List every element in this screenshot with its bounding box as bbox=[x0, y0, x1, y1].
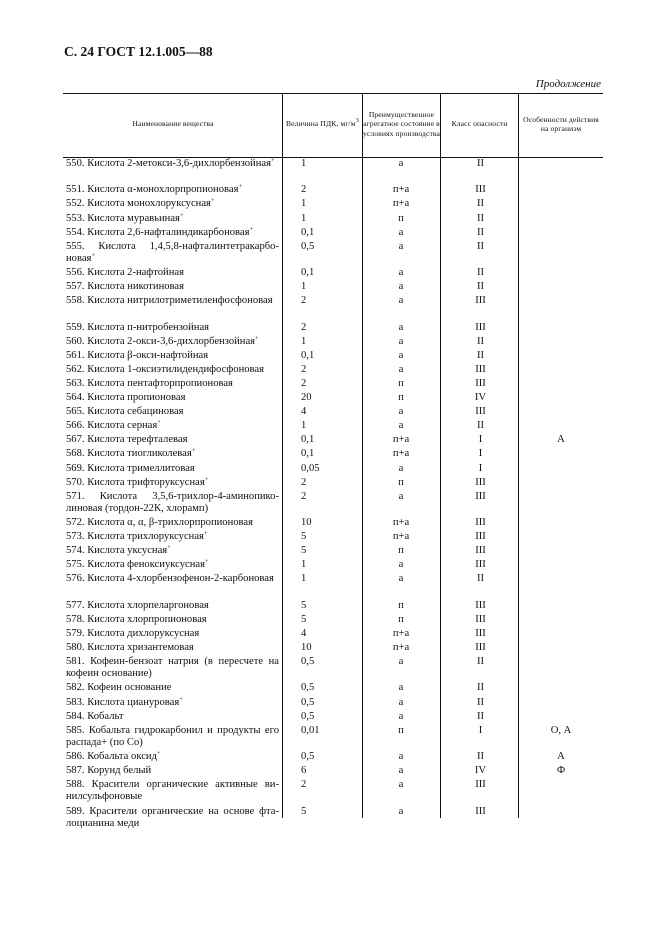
aggregate-state: а bbox=[398, 267, 404, 278]
pdk-value: 2 bbox=[301, 184, 307, 196]
pdk-value: 1 bbox=[301, 559, 307, 571]
pdk-value: 0,01 bbox=[301, 724, 320, 736]
hazard-class: III bbox=[475, 363, 486, 375]
pdk-value: 0,5 bbox=[301, 696, 315, 708]
aggregate-state: а bbox=[398, 420, 404, 432]
substance-name: 583. Кислота циануровая+ bbox=[66, 695, 183, 708]
hazard-class: II bbox=[476, 158, 485, 169]
aggregate-state: а bbox=[398, 656, 404, 668]
aggregate-state: п+а bbox=[392, 627, 410, 639]
substance-name: 566. Кислота серная+ bbox=[66, 419, 161, 432]
substance-name: 553. Кислота муравьиная+ bbox=[66, 211, 184, 224]
header-features: Особенности действия на организм bbox=[523, 114, 599, 133]
aggregate-state: а bbox=[398, 573, 404, 585]
aggregate-state: п+а bbox=[392, 198, 410, 210]
substance-name: 564. Кислота пропионовая bbox=[66, 392, 186, 403]
aggregate-state: п+а bbox=[392, 448, 410, 460]
aggregate-state: а bbox=[398, 462, 404, 474]
pdk-value: 10 bbox=[301, 642, 312, 653]
aggregate-state: а bbox=[398, 710, 404, 722]
pdk-value: 1 bbox=[301, 158, 307, 169]
hazard-class: I bbox=[478, 724, 483, 736]
pdk-value: 2 bbox=[301, 476, 307, 488]
substance-name: 551. Кислота α-монохлорпропионовая+ bbox=[66, 183, 243, 196]
hazard-class: III bbox=[475, 184, 486, 196]
header-aggregate-state: Преимущественное агрегатное состояние в условиях производства bbox=[363, 109, 440, 138]
hazard-class: III bbox=[475, 559, 486, 571]
substance-name: 550. Кислота 2-метокси-3,6-дихлорбензойная+ bbox=[66, 157, 275, 169]
substance-name: 582. Кофеин основание bbox=[66, 682, 172, 694]
substance-name: 581. Кофеин-бензоат натрия (в пересчете на кофеин основание) bbox=[66, 656, 279, 680]
pdk-value: 2 bbox=[301, 490, 307, 502]
column-divider bbox=[518, 93, 519, 818]
hazard-class: II bbox=[476, 267, 485, 278]
hazard-class: II bbox=[476, 682, 485, 694]
hazard-class: III bbox=[475, 295, 486, 307]
substance-name: 586. Кобальта оксид+ bbox=[66, 750, 161, 762]
pdk-value: 0,5 bbox=[301, 682, 315, 694]
hazard-class: II bbox=[476, 656, 485, 668]
pdk-value: 0,5 bbox=[301, 656, 315, 668]
hazard-class: II bbox=[476, 696, 485, 708]
aggregate-state: п+а bbox=[392, 642, 410, 653]
pdk-value: 5 bbox=[301, 805, 307, 817]
substance-name: 589. Красители органические на основе фталоцианина меди bbox=[66, 805, 279, 829]
hazard-class: II bbox=[476, 349, 485, 361]
hazard-class: III bbox=[475, 805, 486, 817]
substance-name: 576. Кислота 4-хлорбензофенон-2-карбоновая bbox=[66, 573, 274, 585]
pdk-value: 5 bbox=[301, 531, 307, 543]
substance-name: 568. Кислота тиогликолевая+ bbox=[66, 447, 196, 460]
hazard-class: III bbox=[475, 377, 486, 389]
hazard-class: III bbox=[475, 476, 486, 488]
pdk-value: 1 bbox=[301, 335, 307, 347]
hazard-class: III bbox=[475, 642, 486, 653]
pdk-value: 0,1 bbox=[301, 434, 315, 446]
aggregate-state: п bbox=[398, 613, 404, 625]
aggregate-state: а bbox=[398, 696, 404, 708]
hazard-class: II bbox=[476, 751, 485, 762]
hazard-class: III bbox=[475, 627, 486, 639]
hazard-class: IV bbox=[474, 392, 487, 403]
pdk-value: 0,05 bbox=[301, 462, 320, 474]
pdk-value: 5 bbox=[301, 599, 307, 611]
pdk-value: 2 bbox=[301, 295, 307, 307]
aggregate-state: а bbox=[398, 363, 404, 375]
aggregate-state: а bbox=[398, 765, 404, 777]
aggregate-state: а bbox=[398, 240, 404, 252]
aggregate-state: п bbox=[398, 476, 404, 488]
aggregate-state: п bbox=[398, 599, 404, 611]
substance-name: 569. Кислота тримеллитовая bbox=[66, 462, 195, 474]
substance-name: 570. Кислота трифторуксусная+ bbox=[66, 475, 209, 488]
pdk-value: 2 bbox=[301, 363, 307, 375]
action-features: А bbox=[557, 751, 565, 762]
substance-name: 587. Корунд белый bbox=[66, 765, 152, 777]
aggregate-state: п+а bbox=[392, 434, 410, 446]
pdk-value: 1 bbox=[301, 212, 307, 224]
substance-name: 588. Красители органические активные винилсульфоновые bbox=[66, 779, 279, 803]
aggregate-state: а bbox=[398, 226, 404, 238]
hazard-class: III bbox=[475, 545, 486, 557]
substance-name: 559. Кислота п-нитробензойная bbox=[66, 321, 210, 333]
substance-name: 563. Кислота пентафторпропионовая bbox=[66, 377, 233, 389]
aggregate-state: п bbox=[398, 724, 404, 736]
page-header: С. 24 ГОСТ 12.1.005—88 bbox=[64, 44, 213, 59]
pdk-value: 2 bbox=[301, 321, 307, 333]
pdk-value: 0,1 bbox=[301, 448, 315, 460]
hazard-class: II bbox=[476, 281, 485, 293]
pdk-value: 1 bbox=[301, 198, 307, 210]
hazard-class: II bbox=[476, 335, 485, 347]
substance-name: 560. Кислота 2-окси-3,6-дихлорбензойная+ bbox=[66, 334, 259, 347]
aggregate-state: а bbox=[398, 682, 404, 694]
action-features: А bbox=[557, 434, 565, 446]
aggregate-state: а bbox=[398, 335, 404, 347]
hazard-class: III bbox=[475, 321, 486, 333]
aggregate-state: а bbox=[398, 805, 404, 817]
hazard-class: I bbox=[478, 448, 483, 460]
substance-name: 565. Кислота себациновая bbox=[66, 406, 184, 418]
hazard-class: II bbox=[476, 240, 485, 252]
hazard-class: III bbox=[475, 779, 486, 791]
hazard-class: III bbox=[475, 613, 486, 625]
aggregate-state: п+а bbox=[392, 531, 410, 543]
pdk-value: 0,1 bbox=[301, 267, 315, 278]
substance-name: 572. Кислота α, α, β-трихлорпропионовая bbox=[66, 517, 253, 528]
aggregate-state: а bbox=[398, 321, 404, 333]
hazard-class: II bbox=[476, 226, 485, 238]
pdk-value: 2 bbox=[301, 377, 307, 389]
header-hazard-class: Класс опасности bbox=[451, 119, 508, 129]
pdk-value: 20 bbox=[301, 392, 312, 403]
aggregate-state: а bbox=[398, 295, 404, 307]
pdk-value: 5 bbox=[301, 545, 307, 557]
substance-name: 575. Кислота феноксиуксусная+ bbox=[66, 558, 209, 571]
substance-name: 556. Кислота 2-нафтойная bbox=[66, 267, 184, 278]
aggregate-state: а bbox=[398, 349, 404, 361]
substance-name: 555. Кислота 1,4,5,8-нафталинтетракарбоновая+ bbox=[66, 240, 279, 264]
hazard-class: II bbox=[476, 420, 485, 432]
hazard-class: I bbox=[478, 434, 483, 446]
hazard-class: III bbox=[475, 531, 486, 543]
pdk-value: 10 bbox=[301, 517, 312, 528]
column-divider bbox=[440, 93, 441, 818]
hazard-class: III bbox=[475, 490, 486, 502]
aggregate-state: п+а bbox=[392, 184, 410, 196]
action-features: О, А bbox=[550, 724, 572, 736]
substance-name: 584. Кобальт bbox=[66, 710, 124, 722]
pdk-value: 4 bbox=[301, 406, 307, 418]
substance-name: 574. Кислота уксусная+ bbox=[66, 544, 171, 557]
column-divider bbox=[282, 93, 283, 818]
header-pdk: Величина ПДК, $мг/м^3$ bbox=[285, 117, 360, 129]
pdk-value: 1 bbox=[301, 573, 307, 585]
hazard-class: III bbox=[475, 599, 486, 611]
substance-name: 577. Кислота хлорпеларгоновая bbox=[66, 599, 209, 611]
substance-name: 580. Кислота хризантемовая bbox=[66, 642, 194, 653]
aggregate-state: а bbox=[398, 751, 404, 762]
hazard-class: II bbox=[476, 198, 485, 210]
aggregate-state: п bbox=[398, 212, 404, 224]
substance-name: 554. Кислота 2,6-нафталиндикарбоновая+ bbox=[66, 225, 254, 238]
substance-name: 573. Кислота трихлоруксусная+ bbox=[66, 530, 208, 543]
substance-name: 557. Кислота никотиновая bbox=[66, 281, 184, 293]
pdk-value: 0,5 bbox=[301, 240, 315, 252]
hazard-class: III bbox=[475, 406, 486, 418]
aggregate-state: а bbox=[398, 281, 404, 293]
aggregate-state: а bbox=[398, 490, 404, 502]
aggregate-state: а bbox=[398, 779, 404, 791]
substance-name: 571. Кислота 3,5,6-трихлор-4-аминопиколиновая (тордон-22К, хлорамп) bbox=[66, 490, 279, 514]
substance-name: 567. Кислота терефталевая bbox=[66, 434, 188, 446]
substance-name: 552. Кислота монохлоруксусная+ bbox=[66, 197, 215, 210]
substance-name: 558. Кислота нитрилотриметиленфосфоновая bbox=[66, 295, 273, 307]
pdk-value: 0,1 bbox=[301, 226, 315, 238]
substance-name: 562. Кислота 1-оксиэтилидендифосфоновая bbox=[66, 363, 264, 375]
action-features: Ф bbox=[556, 765, 566, 777]
substance-name: 579. Кислота дихлоруксусная bbox=[66, 627, 200, 639]
hazard-class: II bbox=[476, 573, 485, 585]
aggregate-state: п bbox=[398, 392, 404, 403]
pdk-value: 0,5 bbox=[301, 751, 315, 762]
hazard-class: IV bbox=[474, 765, 487, 777]
pdk-value: 0,1 bbox=[301, 349, 315, 361]
substance-name: 578. Кислота хлорпропионовая bbox=[66, 613, 207, 625]
aggregate-state: а bbox=[398, 406, 404, 418]
pdk-value: 6 bbox=[301, 765, 307, 777]
aggregate-state: п+а bbox=[392, 517, 410, 528]
pdk-value: 0,5 bbox=[301, 710, 315, 722]
hazard-class: III bbox=[475, 517, 486, 528]
continued-label: Продолжение bbox=[535, 78, 601, 90]
hazard-class: II bbox=[476, 212, 485, 224]
aggregate-state: п bbox=[398, 377, 404, 389]
substance-name: 585. Кобальта гидрокарбонил и продукты его распада+ (по Со) bbox=[66, 724, 279, 748]
hazard-class: I bbox=[478, 462, 483, 474]
pdk-value: 2 bbox=[301, 779, 307, 791]
pdk-value: 1 bbox=[301, 420, 307, 432]
aggregate-state: а bbox=[398, 559, 404, 571]
pdk-value: 4 bbox=[301, 627, 307, 639]
header-substance-name: Наименование вещества bbox=[132, 119, 214, 129]
aggregate-state: а bbox=[398, 158, 404, 169]
hazard-class: II bbox=[476, 710, 485, 722]
pdk-value: 1 bbox=[301, 281, 307, 293]
substance-name: 561. Кислота β-окси-нафтойная bbox=[66, 349, 209, 361]
pdk-value: 5 bbox=[301, 613, 307, 625]
aggregate-state: п bbox=[398, 545, 404, 557]
